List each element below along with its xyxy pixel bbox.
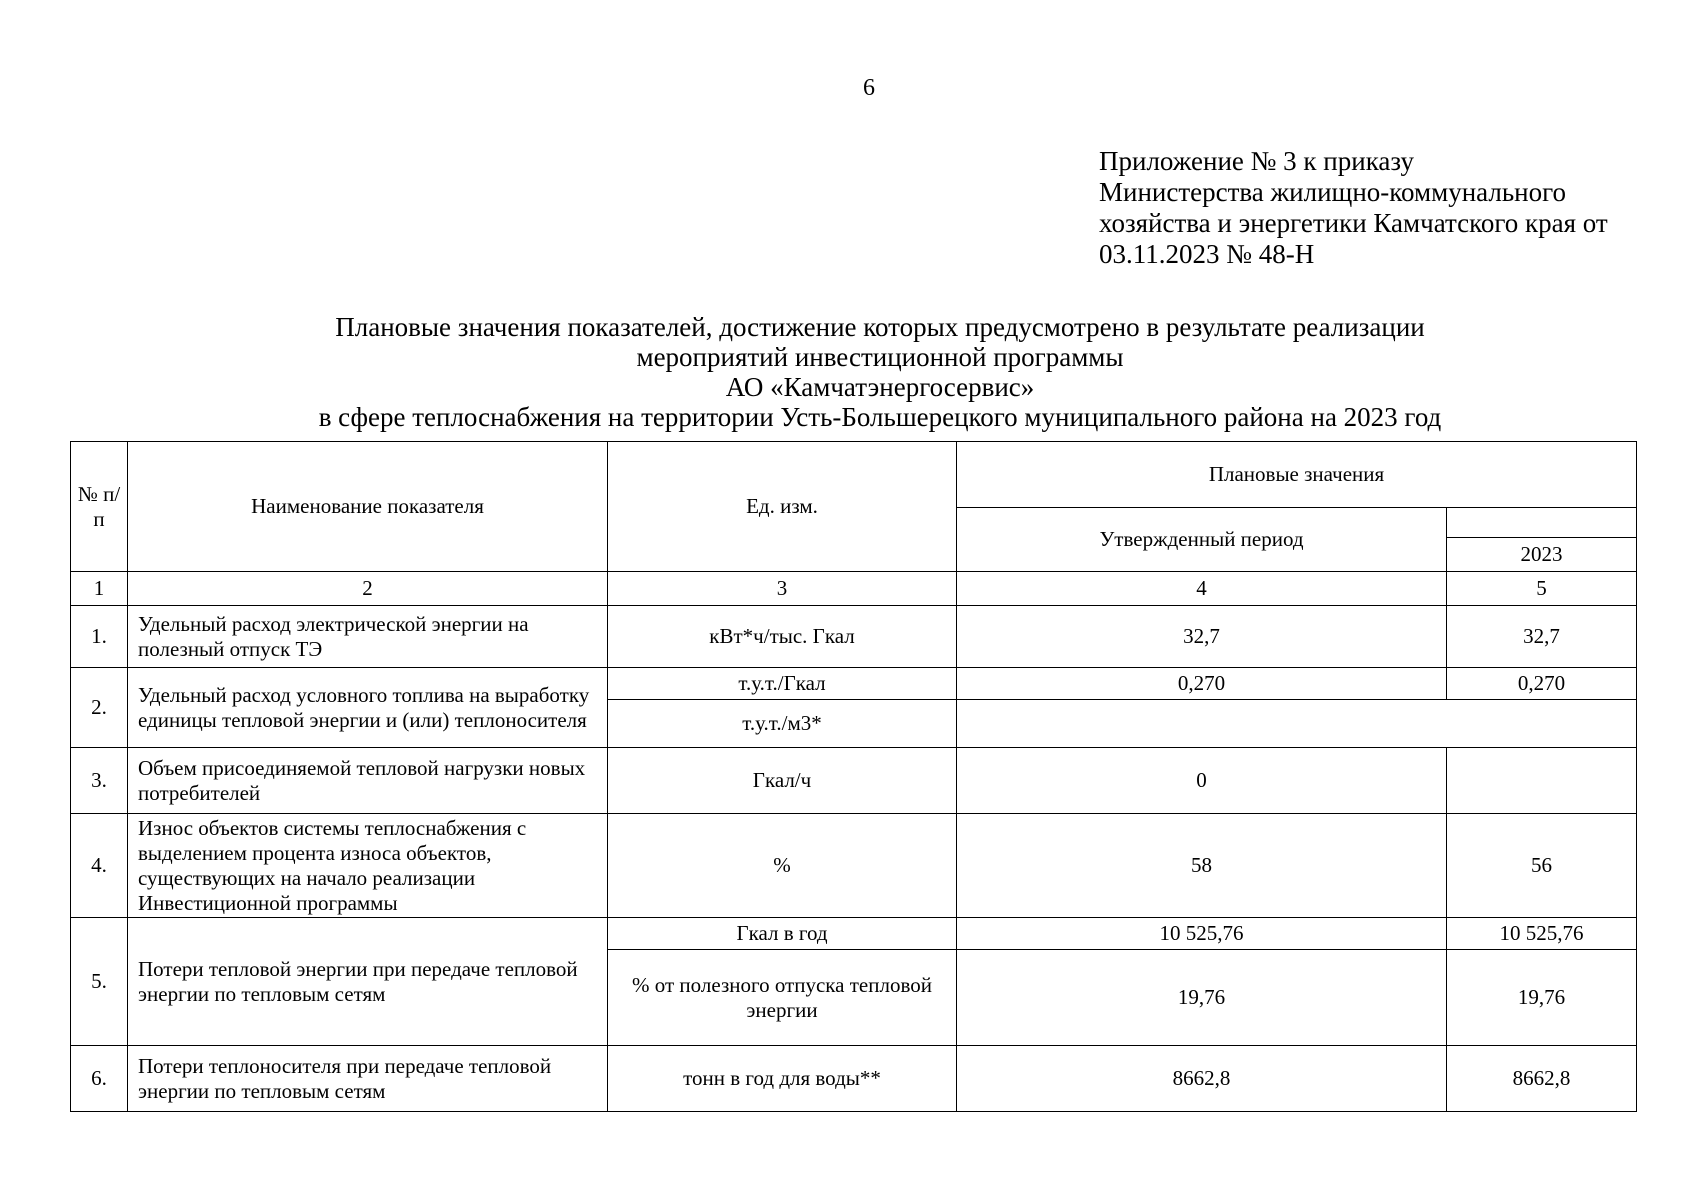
- row-name: Объем присоединяемой тепловой нагрузки новых потребителей: [128, 748, 608, 814]
- row-approved: 10 525,76: [957, 918, 1447, 950]
- table-row: [71, 606, 1637, 668]
- row-name: Потери теплоносителя при передаче тепловой энергии по тепловым сетям: [128, 1046, 608, 1112]
- appendix-reference: [1099, 146, 1608, 270]
- document-title: [60, 312, 1698, 432]
- header-blank: [1447, 508, 1637, 538]
- indicators-table: [70, 441, 1637, 1112]
- row-num: 2.: [71, 668, 128, 748]
- row-unit: Гкал/ч: [608, 748, 957, 814]
- row-approved: 0,270: [957, 668, 1447, 700]
- row-approved: 32,7: [957, 606, 1447, 668]
- row-unit: т.у.т./м3*: [608, 700, 957, 748]
- row-num: 1.: [71, 606, 128, 668]
- row-unit: Гкал в год: [608, 918, 957, 950]
- row-approved: 0: [957, 748, 1447, 814]
- header-plan: Плановые значения: [957, 442, 1637, 508]
- row-unit: тонн в год для воды**: [608, 1046, 957, 1112]
- row-unit: т.у.т./Гкал: [608, 668, 957, 700]
- page-number: 6: [863, 75, 875, 101]
- row-unit: кВт*ч/тыс. Гкал: [608, 606, 957, 668]
- column-number: 3: [608, 572, 957, 606]
- header-name: Наименование показателя: [128, 442, 608, 572]
- appendix-line: Министерства жилищно-коммунального: [1099, 177, 1567, 207]
- appendix-line: 03.11.2023 № 48-Н: [1099, 239, 1315, 269]
- column-numbers-row: [71, 572, 1637, 606]
- table-row: [71, 668, 1637, 700]
- row-year: 32,7: [1447, 606, 1637, 668]
- row-year: 10 525,76: [1447, 918, 1637, 950]
- row-num: 5.: [71, 918, 128, 1046]
- appendix-line: Приложение № 3 к приказу: [1099, 146, 1414, 176]
- row-name: Потери тепловой энергии при передаче тепловой энергии по тепловым сетям: [128, 918, 608, 1046]
- header-unit: Ед. изм.: [608, 442, 957, 572]
- row-approved: 8662,8: [957, 1046, 1447, 1112]
- header-year: 2023: [1447, 538, 1637, 572]
- row-num: 4.: [71, 814, 128, 918]
- column-number: 4: [957, 572, 1447, 606]
- title-line: в сфере теплоснабжения на территории Усть-Большерецкого муниципального района на 2023 год: [318, 402, 1442, 432]
- header-approved: Утвержденный период: [957, 508, 1447, 572]
- row-approved: 19,76: [957, 950, 1447, 1046]
- table-row: [71, 748, 1637, 814]
- table-row: [71, 918, 1637, 950]
- row-num: 3.: [71, 748, 128, 814]
- row-approved: 58: [957, 814, 1447, 918]
- row-year: 56: [1447, 814, 1637, 918]
- row-year: 8662,8: [1447, 1046, 1637, 1112]
- header-row: [71, 442, 1637, 508]
- title-line: Плановые значения показателей, достижение которых предусмотрено в результате реализации: [335, 312, 1425, 342]
- title-line: мероприятий инвестиционной программы: [636, 342, 1124, 372]
- row-year: 0,270: [1447, 668, 1637, 700]
- header-num: № п/п: [71, 442, 128, 572]
- appendix-line: хозяйства и энергетики Камчатского края от: [1099, 208, 1608, 238]
- row-name: Износ объектов системы теплоснабжения с выделением процента износа объектов, существующих на начало реализации Инвестиционной программы: [128, 814, 608, 918]
- column-number: 5: [1447, 572, 1637, 606]
- row-year: 19,76: [1447, 950, 1637, 1046]
- table-row: [71, 814, 1637, 918]
- column-number: 1: [71, 572, 128, 606]
- row-num: 6.: [71, 1046, 128, 1112]
- row-name: Удельный расход условного топлива на выработку единицы тепловой энергии и (или) теплоносителя: [128, 668, 608, 748]
- row-empty-values: [957, 700, 1637, 748]
- row-unit: % от полезного отпуска тепловой энергии: [608, 950, 957, 1046]
- column-number: 2: [128, 572, 608, 606]
- table-row: [71, 1046, 1637, 1112]
- row-name: Удельный расход электрической энергии на полезный отпуск ТЭ: [128, 606, 608, 668]
- row-year: [1447, 748, 1637, 814]
- title-line: АО «Камчатэнергосервис»: [725, 372, 1035, 402]
- row-unit: %: [608, 814, 957, 918]
